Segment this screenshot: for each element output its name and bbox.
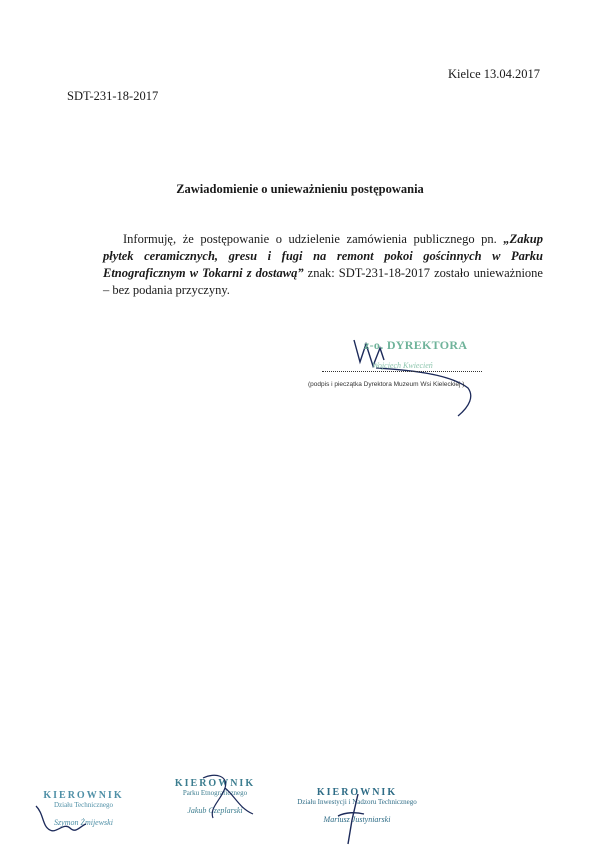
director-stamp-name: Wojciech Kwiecień	[372, 361, 433, 370]
stamp-subtitle: Działu Inwestycji i Nadzoru Technicznego	[297, 798, 417, 806]
signature-scrawl-3	[330, 790, 370, 850]
stamp-name: Mariusz Justyniarski	[323, 815, 391, 824]
stamp-subtitle: Parku Etnograficznego	[182, 789, 248, 797]
stamp-name: Jakub Czeplarski	[187, 806, 243, 815]
procurement-title: „Zakup płytek ceramicznych, gresu i fugi na remont pokoi gościnnych w Parku Etnograficznym w Tokarni z dostawą”	[103, 232, 543, 280]
signature-scrawl-2	[195, 768, 265, 828]
stamp-title: KIEROWNIK	[316, 787, 398, 798]
body-text-part1: Informuję, że postępowanie o udzielenie zamówienia publicznego pn.	[123, 232, 504, 246]
stamp-subtitle: Działu Technicznego	[53, 801, 114, 809]
signature-scrawl-1	[30, 800, 90, 840]
signature-caption: (podpis i pieczątka Dyrektora Muzeum Wsi Kieleckiej )	[308, 381, 465, 388]
stamp-title: KIEROWNIK	[43, 790, 124, 801]
body-paragraph	[103, 231, 543, 299]
director-stamp: z-o. DYREKTORA	[364, 338, 468, 352]
place-date: Kielce 13.04.2017	[448, 67, 540, 81]
reference-number: SDT-231-18-2017	[67, 89, 159, 103]
signature-line	[322, 371, 482, 372]
stamp-title: KIEROWNIK	[174, 778, 256, 789]
body-text-part2: znak: SDT-231-18-2017 zostało unieważnione – bez podania przyczyny.	[103, 266, 543, 297]
stamp-name: Szymon Żmijewski	[54, 818, 113, 827]
document-title: Zawiadomienie o unieważnieniu postępowania	[176, 182, 424, 196]
